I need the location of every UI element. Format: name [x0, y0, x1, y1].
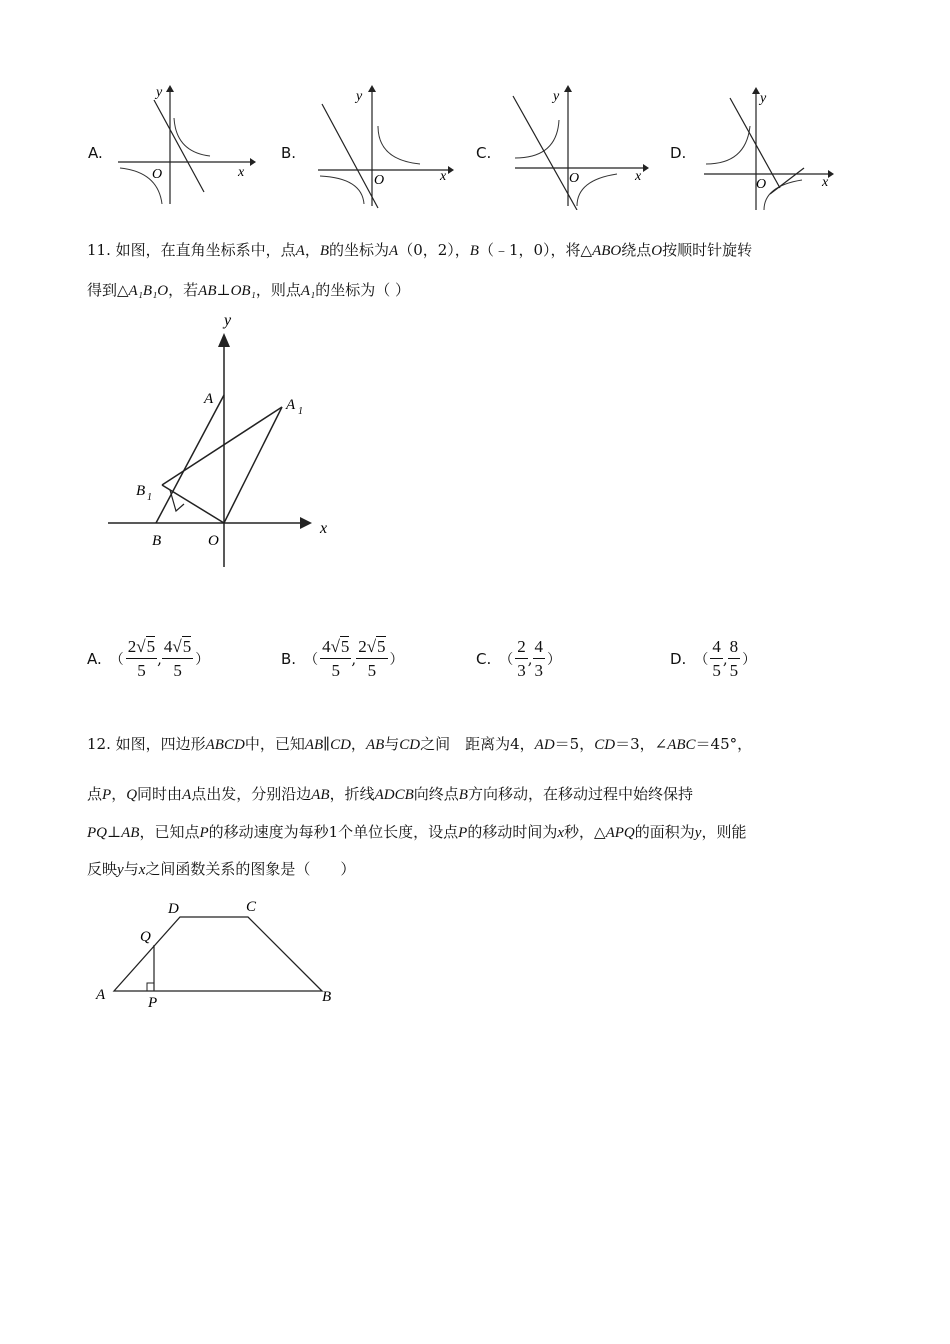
- q12-var-p: P: [102, 787, 112, 803]
- q11-var-o: O: [651, 243, 663, 259]
- svg-text:y: y: [156, 85, 163, 100]
- radical: √: [136, 637, 146, 656]
- denominator: 3: [517, 661, 526, 680]
- q11-text-line1: [87, 240, 752, 261]
- q11-option-b-label: B.: [281, 650, 297, 668]
- q12-fig-label-c: C: [246, 899, 257, 915]
- q12-var-abc: ABC: [667, 737, 696, 753]
- radical: √: [172, 637, 182, 656]
- fraction: [126, 638, 157, 680]
- q11-option-b[interactable]: [281, 638, 406, 680]
- q12-fig-label-p: P: [148, 995, 158, 1011]
- q12-var-apq: APQ: [605, 825, 635, 841]
- q12-fig-label-d: D: [168, 901, 179, 917]
- q12-text-line4: [87, 859, 355, 880]
- q12-text-part: ，则能: [701, 823, 747, 841]
- q10-option-b-label[interactable]: B.: [281, 144, 297, 162]
- q11-perp-symbol: ⊥: [216, 281, 231, 299]
- close-paren: ）: [389, 652, 404, 668]
- q11-fig-label-b: B: [152, 533, 162, 549]
- q12-text-part: ＝5，: [554, 735, 595, 753]
- q12-text-part: ＝3，∠: [615, 735, 668, 753]
- q11-text-line2: [87, 280, 410, 301]
- q12-text-part: 反映: [87, 860, 118, 878]
- q11-fig-y-label: y: [224, 312, 232, 329]
- q12-var-x: x: [138, 862, 146, 878]
- numerator: 2: [515, 638, 528, 659]
- q10-option-c-label[interactable]: C.: [476, 144, 492, 162]
- q12-text-line3: [87, 822, 746, 843]
- q11-text-part: . 如图，在直角坐标系中，点: [106, 241, 296, 259]
- radical: √: [330, 637, 340, 656]
- q11-segment-b1o: [162, 485, 224, 523]
- q10-graph-c: [505, 82, 650, 210]
- open-paren: （: [499, 652, 514, 668]
- q12-var-cd: CD: [594, 737, 616, 753]
- q11-segment-a1b1: [162, 407, 282, 485]
- q11-segment-oa1: [224, 407, 282, 523]
- svg-text:y: y: [760, 91, 767, 106]
- fraction: [162, 638, 193, 680]
- q11-coord-a: （0，2），: [398, 241, 470, 259]
- q12-var-ab: AB: [121, 825, 140, 841]
- svg-text:y: y: [553, 89, 560, 104]
- fraction: [710, 638, 723, 680]
- q11-text-part: 得到△: [87, 281, 129, 299]
- q11-text-part: 的坐标为（ ）: [315, 281, 410, 299]
- q11-var-ob1: OB₁: [230, 283, 256, 299]
- q10-graph-a: [112, 82, 257, 210]
- q12-var-x: x: [557, 825, 565, 841]
- numerator: 4: [710, 638, 723, 659]
- q12-var-cd: CD: [399, 737, 421, 753]
- q12-text-part: 点出发，分别沿边: [191, 785, 312, 803]
- q11-fig-x-label: x: [320, 520, 328, 537]
- close-paren: ）: [547, 652, 562, 668]
- q11-option-a[interactable]: [87, 638, 211, 680]
- q12-text-part: 与: [123, 860, 139, 878]
- q12-var-pq: PQ: [87, 825, 107, 841]
- svg-text:y: y: [356, 89, 363, 104]
- q12-var-ab: AB: [311, 787, 330, 803]
- q11-text-part: 绕点: [621, 241, 652, 259]
- q11-text-part: 的坐标为: [329, 241, 390, 259]
- q10-graph-b: [310, 82, 455, 210]
- denominator: 3: [534, 661, 544, 680]
- svg-text:x: x: [635, 169, 642, 184]
- q12-text-part: . 如图，四边形: [106, 735, 206, 753]
- open-paren: （: [109, 652, 124, 668]
- q12-text-part: ，折线: [329, 785, 375, 803]
- q11-var-b: B: [319, 243, 329, 259]
- numerator-int: 2: [127, 637, 137, 656]
- q12-var-y: y: [117, 862, 124, 878]
- q12-right-angle-mark: [147, 983, 154, 991]
- q12-fig-label-q: Q: [140, 929, 151, 945]
- numerator: 8: [728, 638, 741, 659]
- q11-fig-label-o: O: [208, 533, 219, 549]
- q12-var-adcb: ADCB: [374, 787, 414, 803]
- q11-number: 11: [87, 241, 107, 259]
- close-paren: ）: [742, 652, 757, 668]
- denominator: 5: [173, 661, 182, 680]
- q11-var-abo: ABO: [592, 243, 622, 259]
- q11-option-c[interactable]: [476, 638, 563, 680]
- svg-text:x: x: [238, 165, 245, 180]
- q12-var-q: Q: [126, 787, 138, 803]
- q11-var-a: A: [295, 243, 305, 259]
- q11-option-a-label: A.: [87, 650, 102, 668]
- q12-text-part: 与: [384, 735, 400, 753]
- q12-text-part: 的移动速度为每秒1个单位长度，设点: [208, 823, 459, 841]
- q12-fig-label-a: A: [96, 987, 106, 1003]
- denominator: 5: [137, 661, 146, 680]
- fraction: [515, 638, 528, 680]
- q11-fig-label-b1-sub: 1: [147, 492, 152, 503]
- q12-text-part: 点: [87, 785, 103, 803]
- q12-perp-symbol: ⊥: [107, 823, 122, 841]
- fraction: [533, 638, 546, 680]
- q12-var-b: B: [458, 787, 468, 803]
- q11-var-a1b1o: A₁B₁O: [128, 283, 169, 299]
- numerator-int: 2: [358, 637, 367, 656]
- radical: √: [366, 637, 377, 656]
- q12-text-part: 向终点: [413, 785, 459, 803]
- q12-text-part: 中，已知: [244, 735, 305, 753]
- q10-option-d-label[interactable]: D.: [670, 144, 687, 162]
- q12-text-part: ，: [111, 785, 127, 803]
- q12-text-part: 秒，△: [564, 823, 606, 841]
- q12-var-p: P: [458, 825, 468, 841]
- q11-var-ab: AB: [198, 283, 217, 299]
- fraction: [356, 638, 387, 680]
- q12-number: 12: [87, 735, 107, 753]
- q11-fig-label-b1: B: [136, 483, 146, 499]
- denominator: 5: [712, 661, 721, 680]
- q12-text-line1: [87, 734, 752, 755]
- q11-option-d-label: D.: [670, 650, 687, 668]
- q12-text-part: ，: [350, 735, 366, 753]
- q10-graph-d: [700, 84, 845, 212]
- q12-fig-label-b: B: [322, 989, 332, 1005]
- svg-text:O: O: [569, 171, 580, 186]
- q11-text-part: ，则点: [255, 281, 301, 299]
- q11-var-a1: A₁: [300, 283, 316, 299]
- q11-text-part: ，: [304, 241, 320, 259]
- radicand: 5: [340, 637, 350, 656]
- radicand: 5: [182, 637, 192, 656]
- radicand: 5: [377, 637, 386, 656]
- q12-var-a: A: [182, 787, 192, 803]
- q11-option-c-label: C.: [476, 650, 492, 668]
- q12-var-p: P: [199, 825, 209, 841]
- open-paren: （: [304, 652, 319, 668]
- q12-text-part: ＝45°，: [695, 735, 753, 753]
- q11-option-d[interactable]: [670, 638, 758, 680]
- q12-text-part: 的移动时间为: [467, 823, 558, 841]
- q11-text-part: ，若: [168, 281, 199, 299]
- svg-text:O: O: [374, 173, 385, 188]
- q11-fig-label-a: A: [204, 391, 214, 407]
- q11-var-a: A: [389, 243, 399, 259]
- denominator: 5: [367, 661, 377, 680]
- q11-figure: [100, 305, 350, 575]
- q12-text-part: 之间 距离为4，: [420, 735, 535, 753]
- q12-text-part: 方向移动，在移动过程中始终保持: [467, 785, 693, 803]
- close-paren: ）: [195, 652, 210, 668]
- q11-coord-b: （﹣1，0），将△: [478, 241, 593, 259]
- q12-var-y: y: [694, 825, 702, 841]
- numerator-int: 4: [163, 637, 173, 656]
- q12-text-line2: [87, 784, 693, 805]
- q12-text-part: 之间函数关系的图象是（ ）: [145, 860, 356, 878]
- q12-text-part: 的面积为: [634, 823, 695, 841]
- denominator: 5: [331, 661, 340, 680]
- comma: ,: [351, 650, 357, 668]
- q12-text-part: 同时由: [137, 785, 183, 803]
- q11-fig-label-a1-sub: 1: [298, 406, 303, 417]
- numerator-int: 4: [322, 637, 331, 656]
- svg-text:x: x: [822, 175, 829, 190]
- fraction: [320, 638, 351, 680]
- open-paren: （: [694, 652, 709, 668]
- svg-text:x: x: [440, 169, 447, 184]
- svg-text:O: O: [756, 177, 767, 192]
- q11-var-b: B: [469, 243, 479, 259]
- q12-var-ad: AD: [534, 737, 555, 753]
- numerator: 4: [533, 638, 546, 659]
- comma: ,: [527, 650, 533, 668]
- q12-var-ab: AB: [365, 737, 385, 753]
- comma: ,: [722, 650, 728, 668]
- q12-text-part: ，已知点: [139, 823, 200, 841]
- fraction: [728, 638, 741, 680]
- radicand: 5: [146, 637, 156, 656]
- q11-segment-ab: [156, 395, 224, 523]
- q10-option-a-label[interactable]: A.: [88, 144, 103, 162]
- svg-text:O: O: [152, 167, 163, 182]
- q12-figure: [90, 895, 350, 1015]
- q11-text-part: 按顺时针旋转: [662, 241, 753, 259]
- q12-var-abcd: ABCD: [205, 737, 245, 753]
- q12-var-ab-par-cd: AB∥CD: [304, 737, 351, 753]
- comma: ,: [157, 650, 162, 668]
- q11-fig-label-a1: A: [286, 397, 296, 413]
- denominator: 5: [729, 661, 739, 680]
